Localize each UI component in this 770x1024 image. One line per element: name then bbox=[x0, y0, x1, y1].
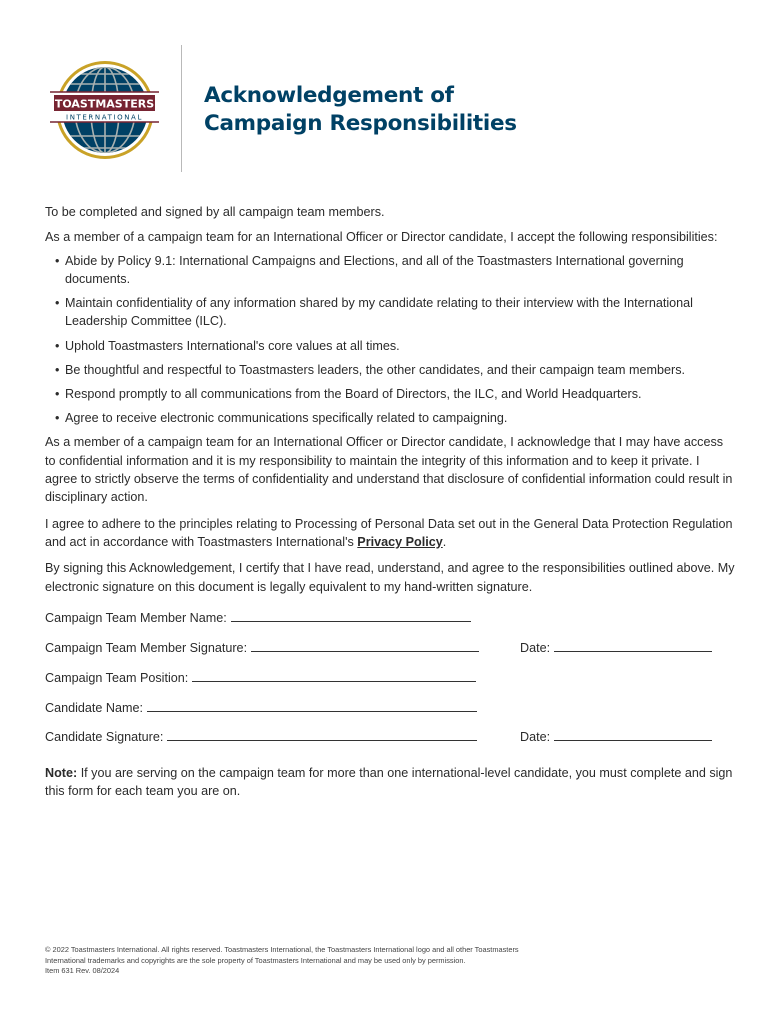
position-line[interactable] bbox=[192, 670, 476, 682]
header-divider bbox=[181, 45, 182, 172]
document-body bbox=[45, 203, 735, 604]
date-label-1: Date: bbox=[520, 641, 551, 655]
list-item-text: Agree to receive electronic communications specifically related to campaigning. bbox=[65, 411, 508, 426]
member-name-line[interactable] bbox=[231, 610, 471, 622]
intro-text: To be completed and signed by all campaign team members. bbox=[45, 205, 385, 219]
list-item bbox=[45, 252, 735, 289]
title-line-1: Acknowledgement of bbox=[204, 83, 454, 108]
bullet: • bbox=[55, 386, 60, 401]
member-signature-label: Campaign Team Member Signature: bbox=[45, 641, 248, 655]
note-label: Note: bbox=[45, 766, 78, 780]
footer bbox=[45, 945, 605, 977]
gdpr-paragraph bbox=[45, 515, 735, 552]
date-field-1 bbox=[520, 639, 712, 657]
candidate-name-field bbox=[45, 699, 477, 717]
list-item bbox=[45, 361, 735, 379]
page-title bbox=[204, 82, 644, 138]
position-field bbox=[45, 669, 476, 687]
bullet: • bbox=[55, 338, 60, 353]
candidate-name-line[interactable] bbox=[147, 700, 477, 712]
date-field-2 bbox=[520, 728, 712, 746]
list-item-text: Be thoughtful and respectful to Toastmasters leaders, the other candidates, and their campaign team members. bbox=[65, 362, 686, 377]
list-item-text: Respond promptly to all communications from the Board of Directors, the ILC, and World Headquarters. bbox=[65, 386, 642, 401]
item-revision: Item 631 Rev. 08/2024 bbox=[45, 966, 120, 976]
responsibilities-list bbox=[45, 252, 735, 428]
candidate-signature-line[interactable] bbox=[167, 729, 477, 741]
logo-wordmark: TOASTMASTERS bbox=[54, 97, 155, 111]
date-label-2: Date: bbox=[520, 730, 551, 744]
member-signature-line[interactable] bbox=[251, 640, 479, 652]
responsibilities-lead: As a member of a campaign team for an International Officer or Director candidate, I accept the following responsibilities: bbox=[45, 230, 718, 245]
date-line-2[interactable] bbox=[554, 729, 712, 741]
toastmasters-logo bbox=[47, 60, 159, 160]
gdpr-period: . bbox=[442, 534, 447, 549]
candidate-name-label: Candidate Name: bbox=[45, 701, 144, 715]
list-item bbox=[45, 385, 735, 403]
privacy-policy-link[interactable]: Privacy Policy bbox=[357, 534, 443, 549]
member-name-label: Campaign Team Member Name: bbox=[45, 611, 227, 625]
bullet: • bbox=[55, 253, 60, 268]
member-signature-field bbox=[45, 639, 479, 657]
list-item-text: Abide by Policy 9.1: International Campaigns and Elections, and all of the Toastmasters International governing documents. bbox=[65, 253, 684, 286]
gdpr-text: I agree to adhere to the principles relating to Processing of Personal Data set out in the General Data Protection Regulation and act in accordance with Toastmasters International's bbox=[45, 516, 733, 549]
certify-paragraph: By signing this Acknowledgement, I certify that I have read, understand, and agree to the responsibilities outlined above. My electronic signature on this document is legally equivalent to my hand-written signature. bbox=[45, 561, 735, 594]
title-line-2: Campaign Responsibilities bbox=[204, 111, 517, 136]
confidentiality-paragraph: As a member of a campaign team for an International Officer or Director candidate, I acknowledge that I may have access to confidential information and it is my responsibility to maintain the integrity of this information and to keep it private. I agree to strictly observe the terms of confidentiality and understand that disclosure of confidential information could result in disciplinary action. bbox=[45, 435, 733, 505]
candidate-signature-field bbox=[45, 728, 477, 746]
list-item-text: Maintain confidentiality of any information shared by my candidate relating to their interview with the International Leadership Committee (ILC). bbox=[65, 296, 693, 329]
note-text: If you are serving on the campaign team for more than one international-level candidate, you must complete and sign this form for each team you are on. bbox=[45, 766, 733, 799]
bullet: • bbox=[55, 296, 60, 311]
member-name-field bbox=[45, 609, 471, 627]
list-item bbox=[45, 337, 735, 355]
note-paragraph bbox=[45, 764, 735, 801]
list-item bbox=[45, 294, 735, 331]
position-label: Campaign Team Position: bbox=[45, 671, 189, 685]
copyright-line-2: International trademarks and copyrights are the sole property of Toastmasters International and may be used only by permission. bbox=[45, 955, 466, 965]
copyright-line-1: © 2022 Toastmasters International. All rights reserved. Toastmasters International, the Toastmasters International logo and all other Toastmasters bbox=[45, 945, 519, 954]
date-line-1[interactable] bbox=[554, 640, 712, 652]
bullet: • bbox=[55, 411, 60, 426]
bullet: • bbox=[55, 362, 60, 377]
list-item-text: Uphold Toastmasters International's core values at all times. bbox=[65, 338, 400, 353]
list-item bbox=[45, 409, 735, 427]
logo-subtitle: INTERNATIONAL bbox=[66, 113, 143, 122]
candidate-signature-label: Candidate Signature: bbox=[45, 730, 164, 744]
